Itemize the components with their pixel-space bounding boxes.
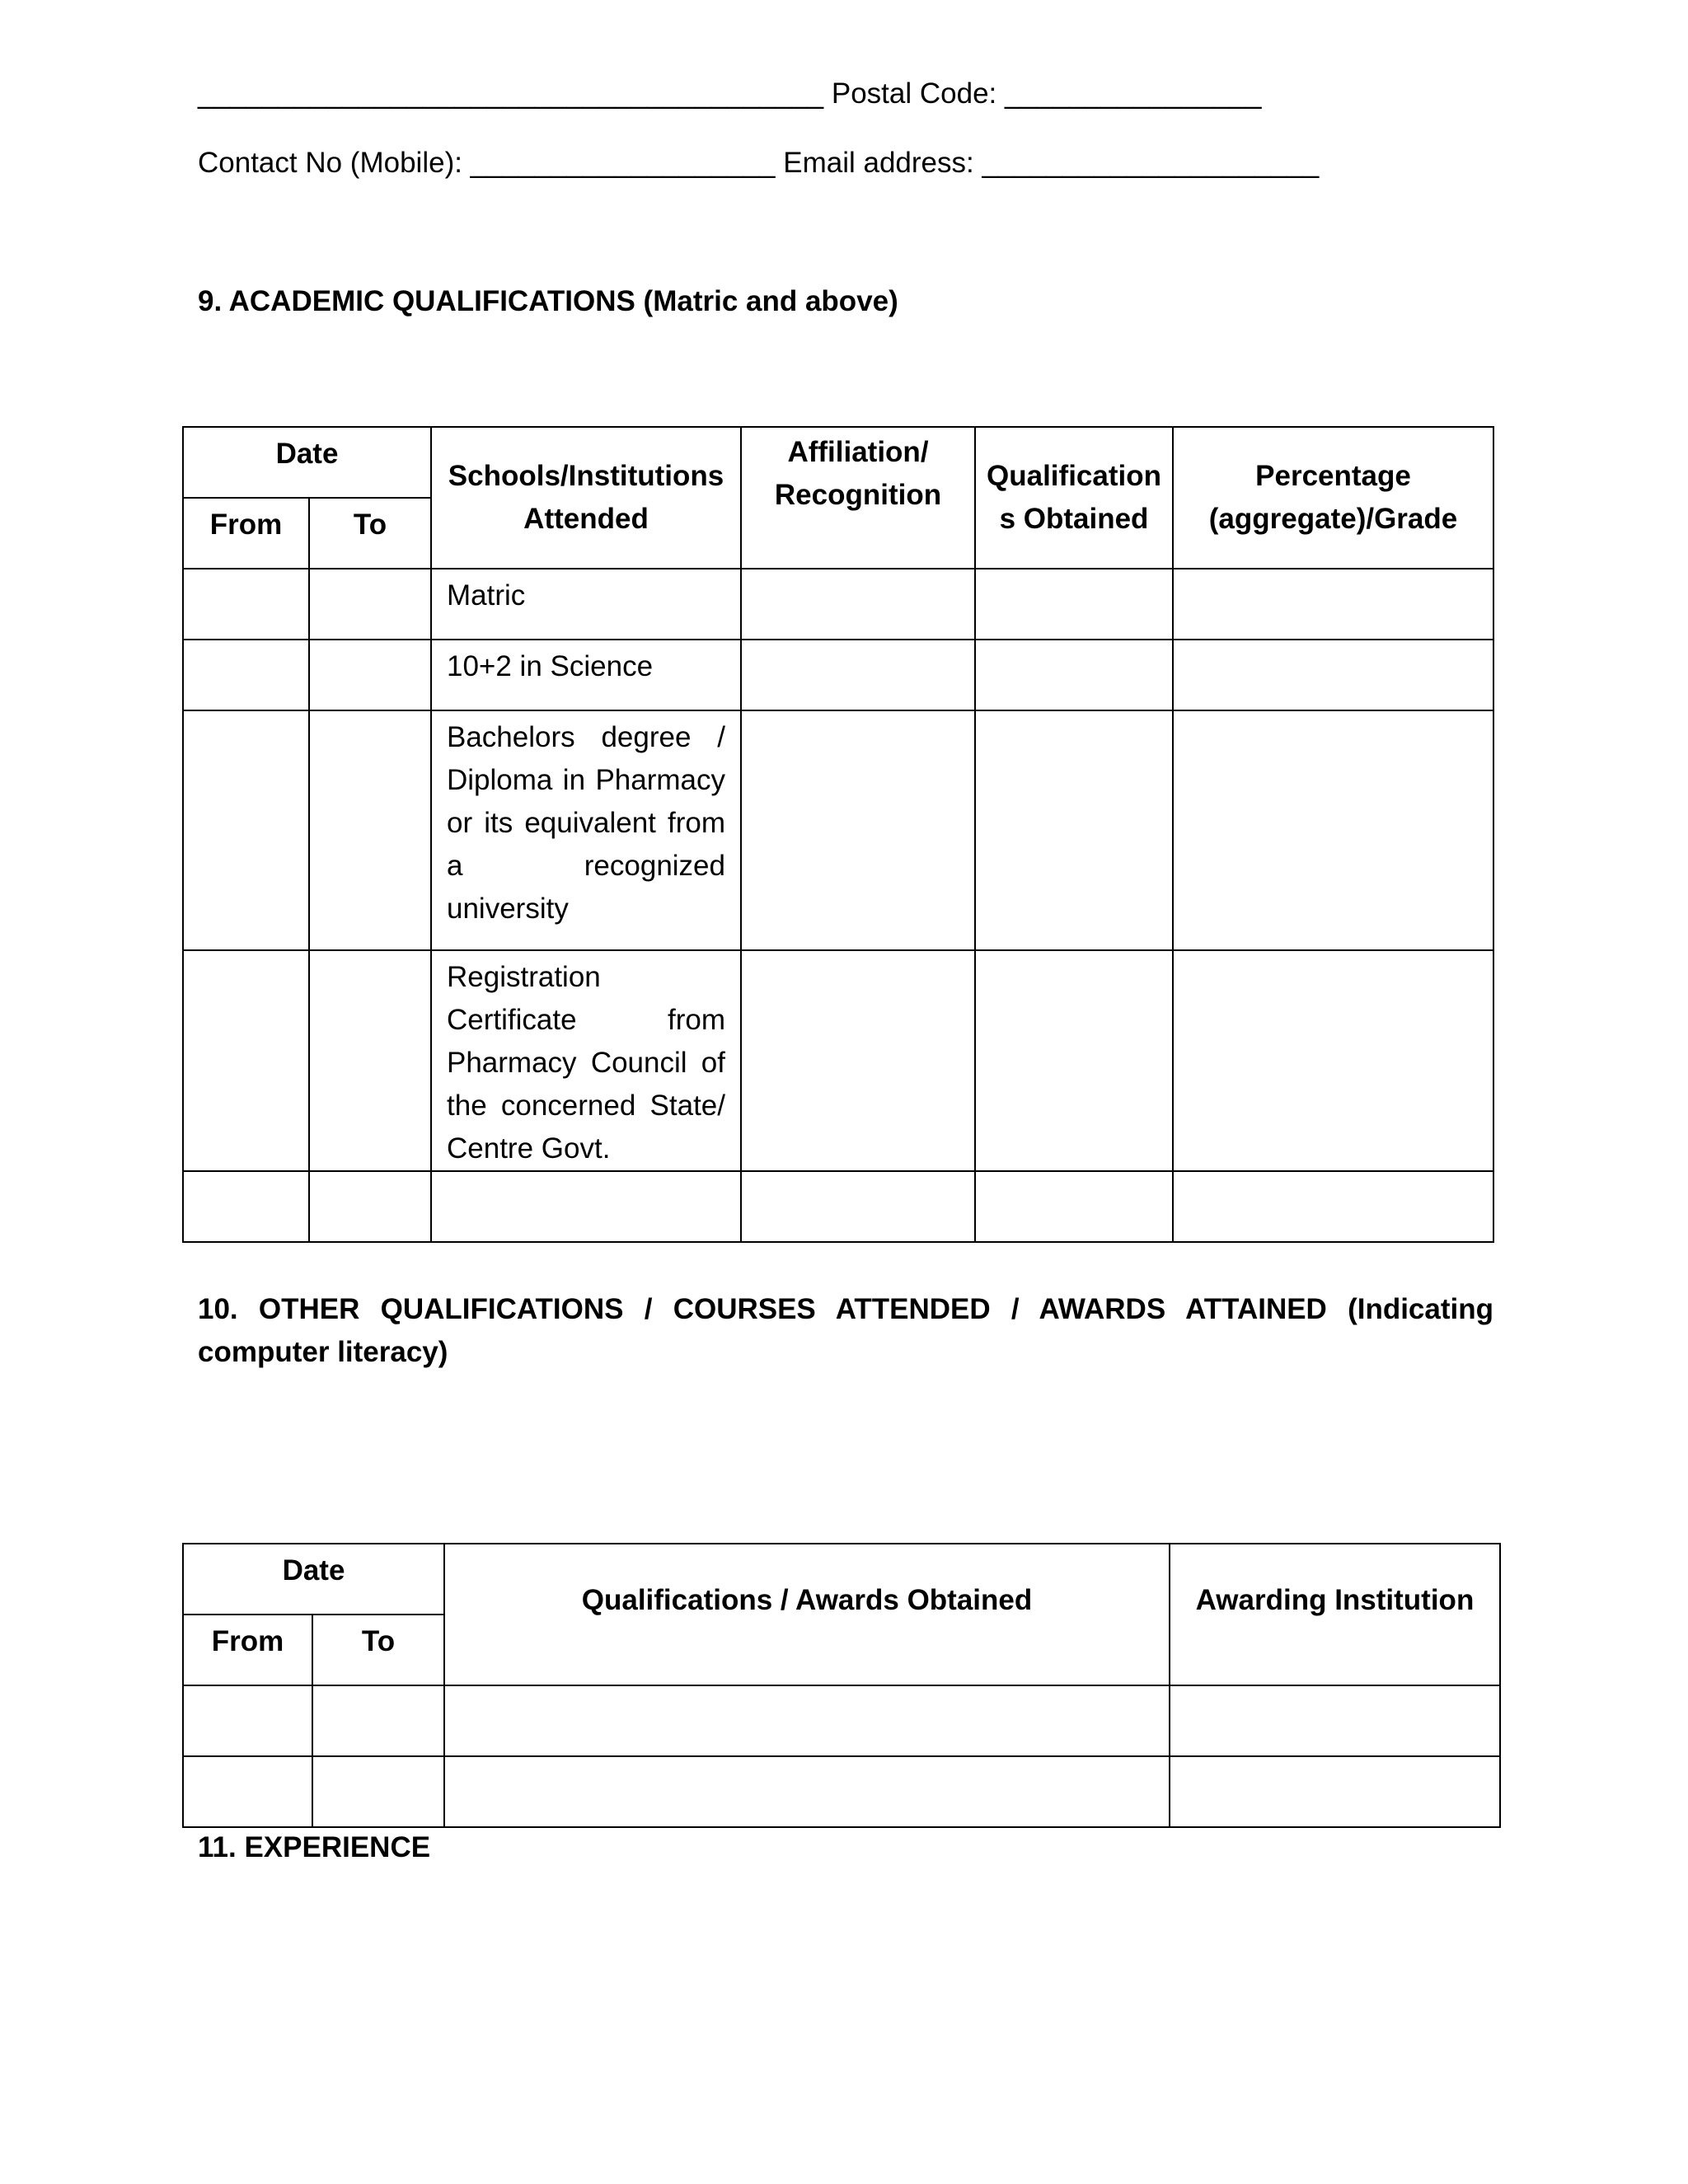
section-9-heading: 9. ACADEMIC QUALIFICATIONS (Matric and above) (198, 285, 898, 317)
postal-code-line: _______________________________________ Postal Code: ________________ (198, 77, 1262, 110)
affiliation-cell[interactable] (741, 640, 975, 710)
to-cell[interactable] (309, 710, 431, 950)
institution-cell: 10+2 in Science (447, 650, 654, 682)
from-cell[interactable] (183, 1756, 312, 1827)
to-cell[interactable] (309, 640, 431, 710)
from-header: From (183, 1615, 312, 1685)
table-row (183, 569, 1493, 640)
date-header: Date (183, 427, 431, 498)
table-row (183, 640, 1493, 710)
affiliation-header: Affiliation/ Recognition (741, 427, 975, 569)
percentage-cell[interactable] (1173, 640, 1493, 710)
affiliation-cell[interactable] (741, 950, 975, 1171)
table-row (183, 950, 1493, 1171)
qualification-cell[interactable] (975, 569, 1173, 640)
from-cell[interactable] (183, 640, 309, 710)
table-row (183, 710, 1493, 950)
table-row (183, 1685, 1500, 1756)
to-cell[interactable] (312, 1685, 444, 1756)
from-cell[interactable] (183, 569, 309, 640)
percentage-cell[interactable] (1173, 950, 1493, 1171)
qualification-award-cell[interactable] (444, 1685, 1170, 1756)
qualification-cell[interactable] (975, 1171, 1173, 1242)
percentage-cell[interactable] (1173, 1171, 1493, 1242)
table-row (183, 1171, 1493, 1242)
qualification-award-cell[interactable] (444, 1756, 1170, 1827)
to-header: To (312, 1615, 444, 1685)
institution-cell: Registration Certificate from Pharmacy Council of the concerned State/ Centre Govt. (447, 961, 725, 1165)
qualification-cell[interactable] (975, 710, 1173, 950)
from-header: From (183, 498, 309, 569)
qualifications-awards-header: Qualifications / Awards Obtained (444, 1544, 1170, 1685)
schools-header: Schools/Institutions Attended (431, 427, 741, 569)
awarding-institution-cell[interactable] (1170, 1756, 1500, 1827)
from-cell[interactable] (183, 950, 309, 1171)
awarding-institution-cell[interactable] (1170, 1685, 1500, 1756)
other-qualifications-table (182, 1543, 1501, 1828)
from-cell[interactable] (183, 1685, 312, 1756)
affiliation-cell[interactable] (741, 710, 975, 950)
table-row (183, 1756, 1500, 1827)
from-cell[interactable] (183, 1171, 309, 1242)
to-cell[interactable] (309, 569, 431, 640)
qualification-cell[interactable] (975, 950, 1173, 1171)
to-header: To (309, 498, 431, 569)
academic-qualifications-table (182, 426, 1494, 1243)
from-cell[interactable] (183, 710, 309, 950)
affiliation-cell[interactable] (741, 1171, 975, 1242)
to-cell[interactable] (309, 950, 431, 1171)
institution-cell: Bachelors degree / Diploma in Pharmacy or its equivalent from a recognized university (447, 721, 725, 925)
contact-email-line: Contact No (Mobile): ___________________ Email address: _____________________ (198, 147, 1320, 179)
percentage-header: Percentage (aggregate)/Grade (1173, 427, 1493, 569)
to-cell[interactable] (309, 1171, 431, 1242)
date-header: Date (183, 1544, 444, 1615)
qualifications-header: Qualification s Obtained (975, 427, 1173, 569)
institution-cell (432, 1172, 740, 1177)
awarding-institution-header: Awarding Institution (1170, 1544, 1500, 1685)
institution-cell: Matric (447, 579, 526, 612)
section-10-heading: 10. OTHER QUALIFICATIONS / COURSES ATTENDED / AWARDS ATTAINED (Indicating computer literacy) (198, 1293, 1493, 1368)
to-cell[interactable] (312, 1756, 444, 1827)
qualification-cell[interactable] (975, 640, 1173, 710)
percentage-cell[interactable] (1173, 569, 1493, 640)
section-11-heading: 11. EXPERIENCE (198, 1831, 431, 1863)
affiliation-cell[interactable] (741, 569, 975, 640)
percentage-cell[interactable] (1173, 710, 1493, 950)
